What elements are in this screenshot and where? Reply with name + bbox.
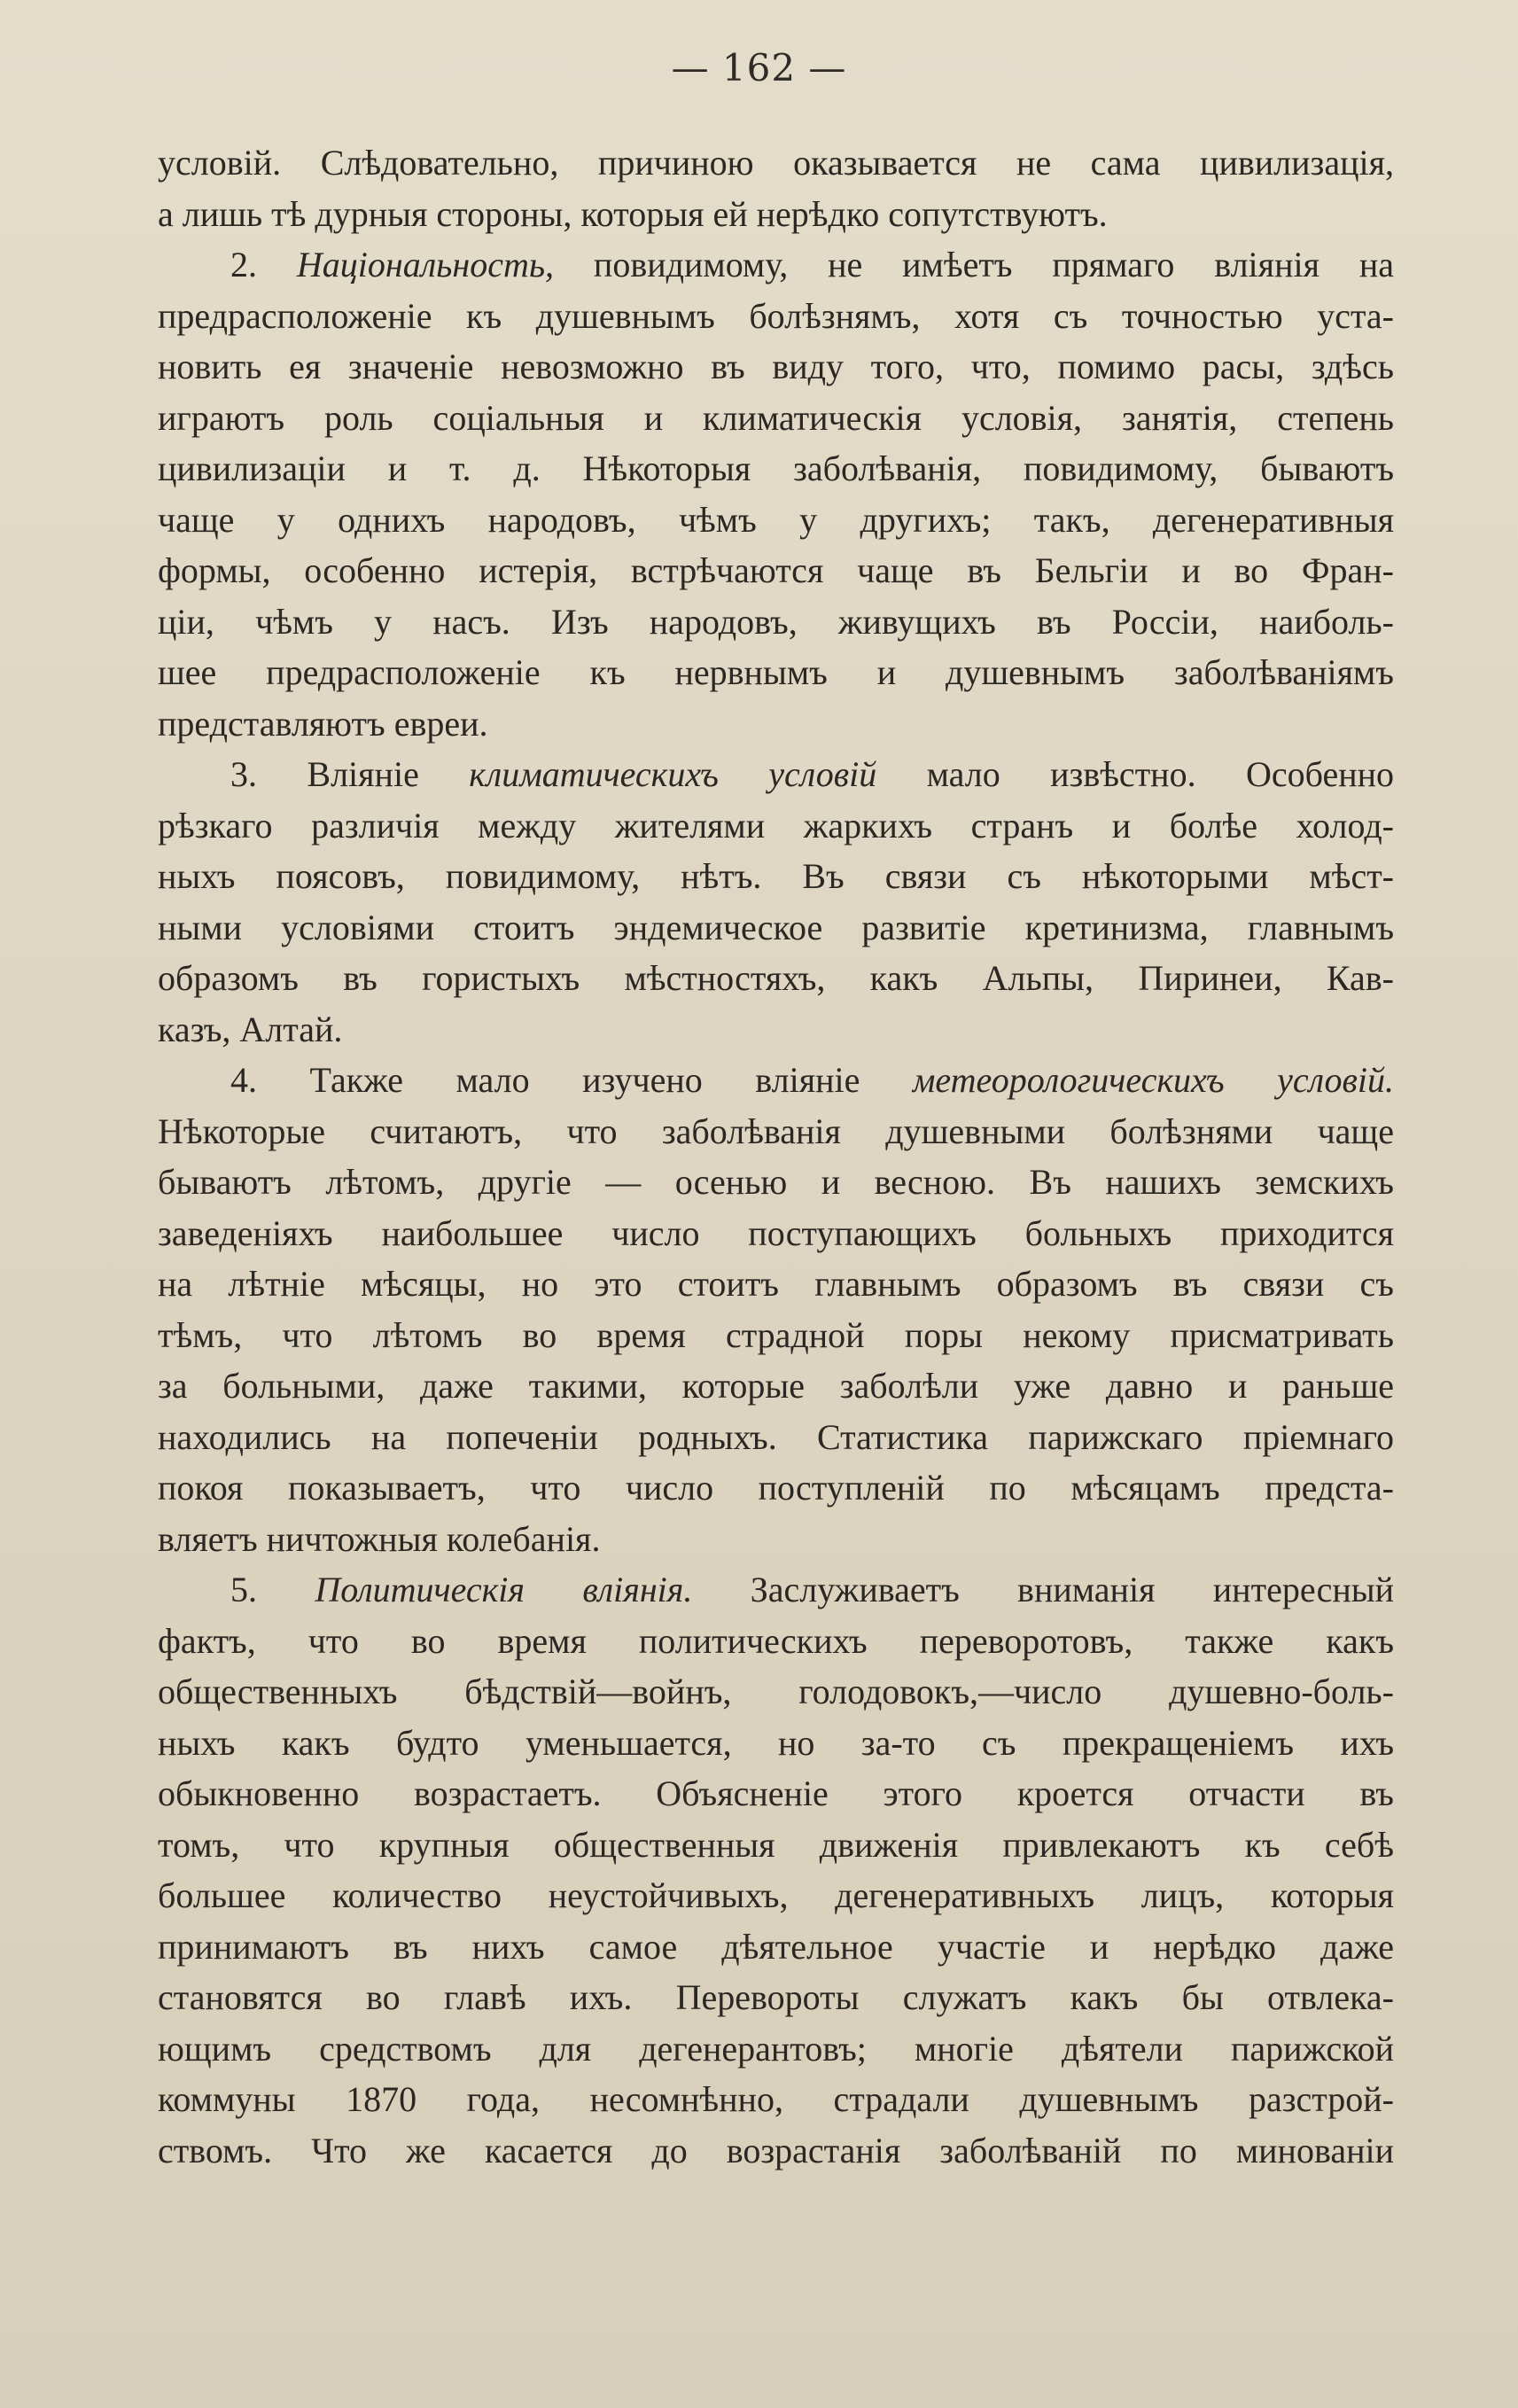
text-segment: покоя показываетъ, что число поступленій по мѣсяцамъ предста- [158,1468,1394,1508]
text-segment: образомъ въ гористыхъ мѣстностяхъ, какъ Альпы, Пиринеи, Кав- [158,958,1394,998]
text-segment: фактъ, что во время политическихъ переворотовъ, также какъ [158,1620,1394,1661]
text-segment: заведеніяхъ наибольшее число поступающихъ больныхъ приходится [158,1212,1394,1253]
text-segment: большее количество неустойчивыхъ, дегенеративныхъ лицъ, которыя [158,1875,1394,1915]
text-segment: общественныхъ бѣдствій—войнъ, голодовокъ,—число душевно-боль- [158,1672,1394,1711]
text-line [158,1820,1394,1871]
text-line [158,495,1394,546]
text-segment: ющимъ средствомъ для дегенерантовъ; многіе дѣятели парижской [158,2028,1394,2069]
text-line [158,647,1394,698]
text-line [158,1768,1394,1820]
page-number: — 162 — [671,46,847,90]
body-text [158,137,1394,2176]
text-segment: повидимому, не имѣетъ прямаго вліянія на [554,245,1395,284]
text-line [158,749,1394,800]
text-line [158,1055,1394,1106]
italic-term: Національность, [296,245,555,284]
text-segment: казъ, Алтай. [158,1009,343,1049]
text-line [158,800,1394,852]
text-segment: за больными, даже такими, которые заболѣли уже давно и раньше [158,1366,1394,1406]
text-line [158,1157,1394,1208]
text-line [158,189,1394,240]
text-line [158,1412,1394,1463]
text-line [158,1666,1394,1718]
text-line [158,1564,1394,1616]
text-segment: 3. Вліяніе [230,754,470,794]
text-line [158,137,1394,189]
text-segment: 5. [230,1570,315,1609]
text-segment: ціи, чѣмъ у насъ. Изъ народовъ, живущихъ въ Россіи, наиболь- [158,601,1394,642]
text-line [158,1616,1394,1667]
text-segment: а лишь тѣ дурныя стороны, которыя ей нерѣдко сопутствуютъ. [158,193,1108,234]
text-segment: обыкновенно возрастаетъ. Объясненіе этого кроется отчасти въ [158,1773,1394,1813]
text-line [158,291,1394,342]
text-segment: коммуны 1870 года, несомнѣнно, страдали душевнымъ разстрой- [158,2079,1394,2119]
text-line [158,851,1394,902]
text-segment: мало извѣстно. Особенно [876,754,1395,794]
text-line [158,1870,1394,1921]
text-segment: формы, особенно истерія, встрѣчаются чаще въ Бельгіи и во Фран- [158,550,1394,590]
text-segment: предрасположеніе къ душевнымъ болѣзнямъ, хотя съ точностью уста- [158,295,1394,336]
text-line [158,1208,1394,1259]
text-segment: ныхъ какъ будто уменьшается, но за-то съ прекращеніемъ ихъ [158,1722,1394,1763]
text-line [158,1360,1394,1412]
text-segment: ными условіями стоитъ эндемическое развитіе кретинизма, главнымъ [158,907,1394,947]
text-line [158,341,1394,393]
text-line [158,1259,1394,1310]
text-segment: представляютъ евреи. [158,703,488,744]
text-segment: цивилизаціи и т. д. Нѣкоторыя заболѣванія, повидимому, бываютъ [158,448,1394,488]
text-line [158,1004,1394,1056]
text-segment: становятся во главѣ ихъ. Перевороты служатъ какъ бы отвлека- [158,1977,1394,2017]
text-segment: тѣмъ, что лѣтомъ во время страдной поры некому присматривать [158,1314,1394,1355]
text-segment: рѣзкаго различія между жителями жаркихъ странъ и болѣе холод- [158,805,1394,846]
text-segment: играютъ роль соціальныя и климатическія условія, занятія, степень [158,397,1394,438]
italic-term: климатическихъ условій [469,754,877,794]
text-line [158,1921,1394,1973]
text-line [158,1972,1394,2023]
text-segment: бываютъ лѣтомъ, другіе — осенью и весною. Въ нашихъ земскихъ [158,1162,1394,1202]
text-segment: чаще у однихъ народовъ, чѣмъ у другихъ; такъ, дегенеративныя [158,499,1394,540]
text-segment: 2. [230,245,297,284]
text-line [158,443,1394,495]
text-line [158,1718,1394,1769]
italic-term: метеорологическихъ условій. [912,1060,1394,1100]
italic-term: Политическія вліянія. [315,1570,693,1609]
text-segment: на лѣтніе мѣсяцы, но это стоитъ главнымъ образомъ въ связи съ [158,1264,1394,1304]
text-line [158,1462,1394,1514]
text-line [158,902,1394,954]
text-segment: ствомъ. Что же касается до возрастанія заболѣваній по минованіи [158,2130,1394,2170]
text-line [158,545,1394,596]
text-line [158,2023,1394,2075]
text-line [158,2074,1394,2125]
text-line [158,698,1394,750]
text-segment: ныхъ поясовъ, повидимому, нѣтъ. Въ связи съ нѣкоторыми мѣст- [158,856,1394,896]
text-segment: вляетъ ничтожныя колебанія. [158,1518,601,1559]
text-segment: томъ, что крупныя общественныя движенія привлекаютъ къ себѣ [158,1824,1394,1865]
text-segment: Нѣкоторые считаютъ, что заболѣванія душевными болѣзнями чаще [158,1110,1394,1151]
text-line [158,393,1394,444]
text-line [158,953,1394,1004]
text-line [158,1514,1394,1565]
text-segment: шее предрасположеніе къ нервнымъ и душевнымъ заболѣваніямъ [158,652,1394,692]
text-line [158,596,1394,648]
text-line [158,239,1394,291]
text-line [158,1310,1394,1361]
text-segment: принимаютъ въ нихъ самое дѣятельное участіе и нерѣдко даже [158,1926,1394,1967]
text-segment: Заслуживаетъ вниманія интересный [692,1570,1395,1609]
text-line [158,1106,1394,1157]
text-segment: условій. Слѣдовательно, причиною оказывается не сама цивилизація, [158,143,1394,183]
text-segment: находились на попеченіи родныхъ. Статистика парижскаго пріемнаго [158,1416,1394,1457]
text-segment: новить ея значеніе невозможно въ виду того, что, помимо расы, здѣсь [158,347,1394,386]
text-line [158,2125,1394,2177]
text-segment: 4. Также мало изучено вліяніе [230,1060,913,1100]
